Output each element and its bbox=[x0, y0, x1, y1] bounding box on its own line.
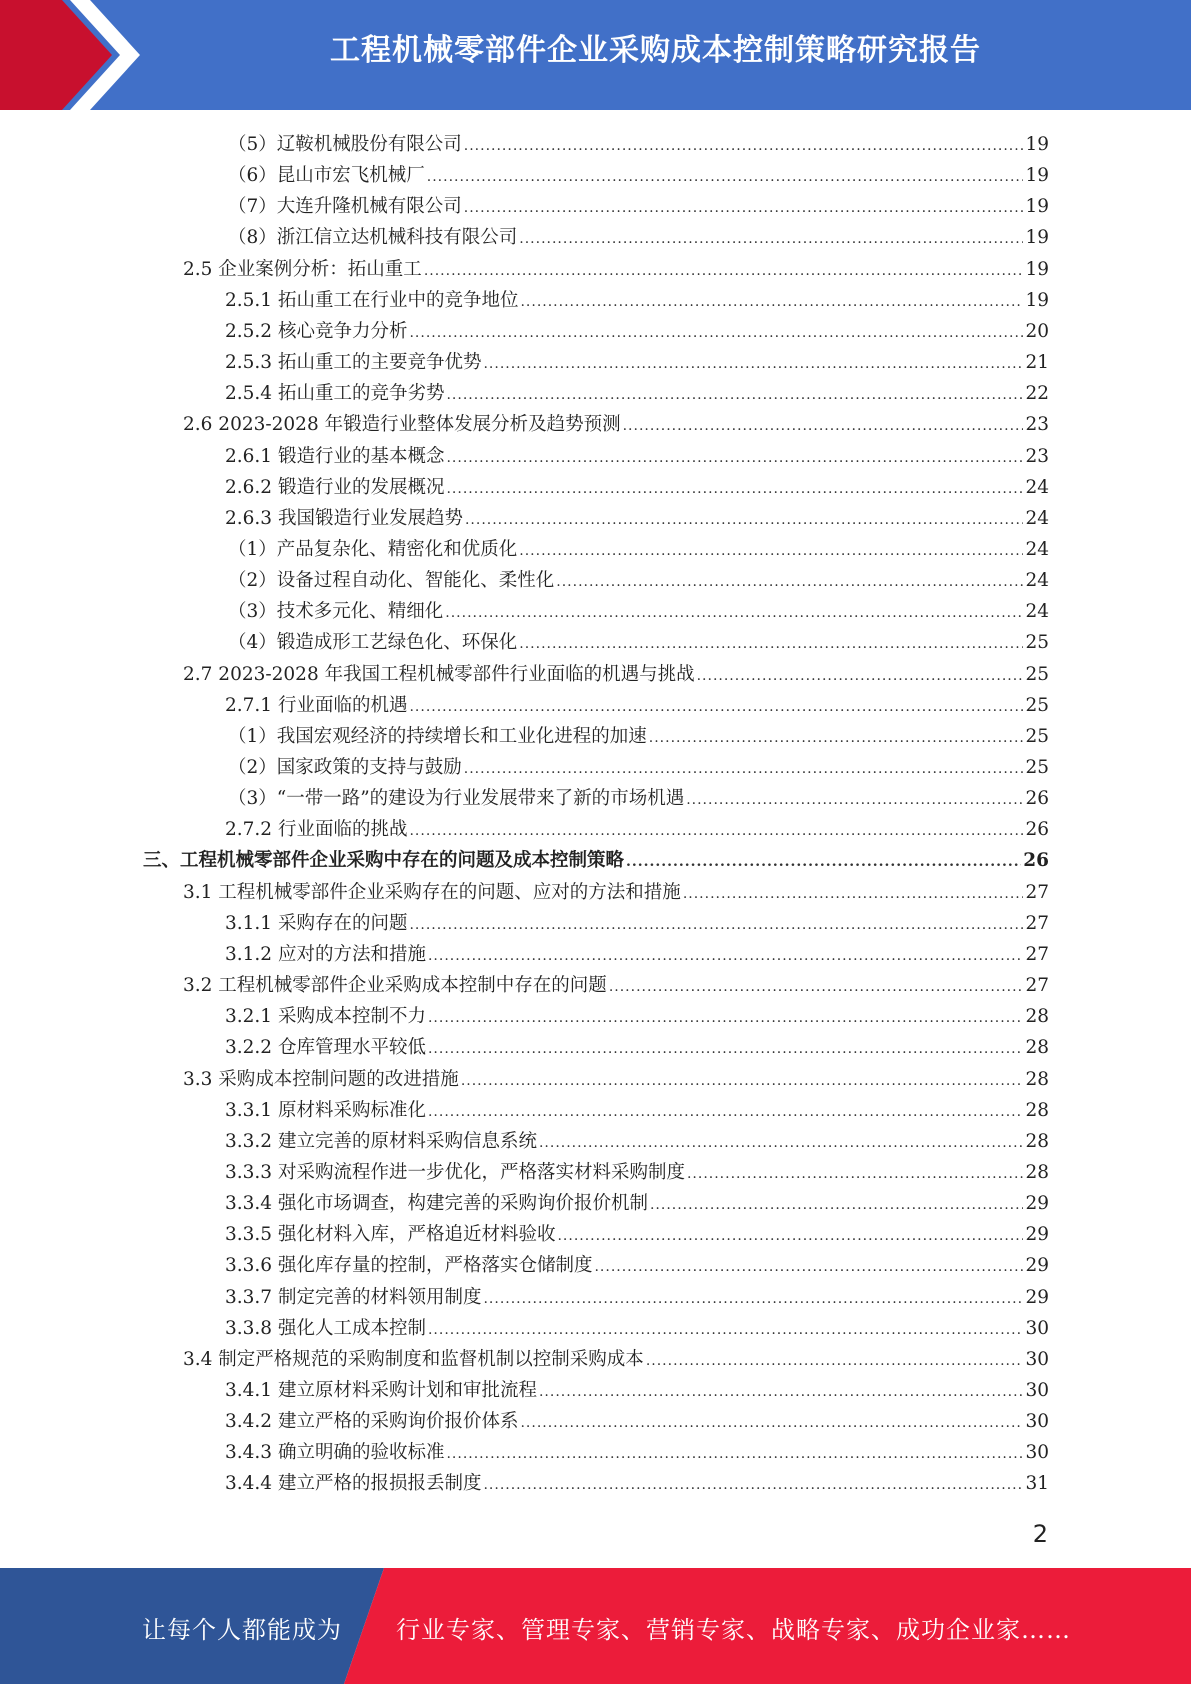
toc-entry-label: 2.7.1 行业面临的机遇 bbox=[225, 694, 408, 716]
toc-entry-label: 3.2.1 采购成本控制不力 bbox=[225, 1006, 426, 1028]
toc-leader-dots bbox=[461, 1067, 1024, 1093]
toc-entry-label: （4）锻造成形工艺绿色化、环保化 bbox=[228, 632, 518, 654]
toc-entry-page: 29 bbox=[1025, 1193, 1049, 1215]
toc-entry-page: 30 bbox=[1025, 1442, 1049, 1464]
toc-leader-dots bbox=[520, 1409, 1023, 1435]
toc-entry-page: 26 bbox=[1023, 850, 1049, 872]
toc-entry-label: 2.7 2023-2028 年我国工程机械零部件行业面临的机遇与挑战 bbox=[183, 663, 695, 685]
toc-entry-label: 2.5.3 拓山重工的主要竞争优势 bbox=[225, 352, 482, 374]
toc-entry-page: 30 bbox=[1025, 1317, 1049, 1339]
toc-entry-label: 3.1.2 应对的方法和措施 bbox=[225, 943, 426, 965]
toc-entry[interactable] bbox=[225, 906, 1049, 937]
toc-leader-dots bbox=[409, 319, 1023, 345]
toc-leader-dots bbox=[594, 1253, 1023, 1279]
toc-leader-dots bbox=[428, 1316, 1023, 1342]
toc-leader-dots bbox=[465, 506, 1023, 532]
toc-leader-dots bbox=[428, 1098, 1023, 1124]
toc-entry-label: （5）辽鞍机械股份有限公司 bbox=[228, 134, 462, 155]
toc-entry-page: 29 bbox=[1025, 1224, 1049, 1246]
toc-leader-dots bbox=[609, 973, 1024, 999]
toc-entry-label: 2.5 企业案例分析：拓山重工 bbox=[183, 258, 422, 280]
toc-entry-page: 19 bbox=[1025, 289, 1049, 311]
toc-leader-dots bbox=[557, 1222, 1023, 1248]
toc-entry-label: 3.3.8 强化人工成本控制 bbox=[225, 1317, 426, 1339]
toc-leader-dots bbox=[483, 1285, 1023, 1311]
toc-entry-page: 25 bbox=[1025, 632, 1049, 654]
toc-entry-label: 2.5.2 核心竞争力分析 bbox=[225, 320, 408, 342]
toc-entry-label: （2）国家政策的支持与鼓励 bbox=[228, 757, 462, 778]
toc-entry-page: 19 bbox=[1025, 165, 1049, 187]
toc-entry-page: 29 bbox=[1025, 1255, 1049, 1277]
toc-entry-page: 19 bbox=[1025, 227, 1049, 249]
toc-entry-page: 27 bbox=[1025, 881, 1049, 903]
toc-entry[interactable] bbox=[228, 127, 1049, 158]
toc-entry-label: 2.5.1 拓山重工在行业中的竞争地位 bbox=[225, 289, 519, 311]
toc-entry-page: 30 bbox=[1025, 1380, 1049, 1401]
toc-entry-label: 3.3.1 原材料采购标准化 bbox=[225, 1099, 426, 1121]
toc-entry[interactable] bbox=[228, 158, 1049, 189]
toc-entry-label: 2.6.3 我国锻造行业发展趋势 bbox=[225, 507, 463, 529]
toc-entry-page: 19 bbox=[1025, 134, 1049, 155]
toc-leader-dots bbox=[428, 1035, 1023, 1061]
toc-leader-dots bbox=[483, 350, 1023, 376]
toc-entry-page: 24 bbox=[1025, 507, 1049, 529]
toc-entry[interactable] bbox=[225, 1217, 1049, 1248]
toc-leader-dots bbox=[556, 568, 1023, 594]
toc-leader-dots bbox=[650, 1191, 1023, 1217]
toc-entry-label: （1）我国宏观经济的持续增长和工业化进程的加速 bbox=[228, 725, 647, 747]
toc-entry-page: 27 bbox=[1025, 975, 1049, 997]
toc-leader-dots bbox=[520, 288, 1023, 314]
toc-entry-label: 3.2.2 仓库管理水平较低 bbox=[225, 1037, 426, 1059]
toc-leader-dots bbox=[445, 599, 1023, 625]
toc-entry[interactable] bbox=[225, 1186, 1049, 1217]
toc-entry-page: 27 bbox=[1025, 912, 1049, 934]
toc-entry[interactable] bbox=[228, 220, 1049, 251]
toc-entry-page: 27 bbox=[1025, 943, 1049, 965]
toc-entry-page: 28 bbox=[1025, 1130, 1049, 1152]
toc-leader-dots bbox=[446, 475, 1023, 501]
toc-entry-page: 30 bbox=[1025, 1348, 1049, 1370]
toc-entry-page: 25 bbox=[1025, 725, 1049, 747]
toc-entry-label: （3）“一带一路”的建设为行业发展带来了新的市场机遇 bbox=[228, 788, 685, 810]
toc-entry[interactable] bbox=[225, 1373, 1049, 1404]
toc-entry-label: 2.6.2 锻造行业的发展概况 bbox=[225, 476, 445, 498]
toc-entry[interactable] bbox=[225, 470, 1049, 501]
toc-entry-label: （1）产品复杂化、精密化和优质化 bbox=[228, 538, 518, 560]
toc-entry[interactable] bbox=[225, 345, 1049, 376]
toc-entry-label: （6）昆山市宏飞机械厂 bbox=[228, 165, 425, 187]
toc-entry-label: （3）技术多元化、精细化 bbox=[228, 601, 444, 623]
toc-entry[interactable] bbox=[183, 1062, 1049, 1093]
toc-leader-dots bbox=[427, 163, 1024, 189]
toc-entry[interactable] bbox=[183, 657, 1049, 688]
toc-leader-dots bbox=[464, 755, 1024, 781]
toc-entry-label: 3.3.2 建立完善的原材料采购信息系统 bbox=[225, 1130, 537, 1152]
toc-entry[interactable] bbox=[225, 1030, 1049, 1061]
toc-entry-label: 3.4.4 建立严格的报损报丢制度 bbox=[225, 1473, 482, 1495]
toc-leader-dots bbox=[539, 1129, 1023, 1155]
toc-entry-label: 3.4.1 建立原材料采购计划和审批流程 bbox=[225, 1380, 537, 1401]
toc-entry-page: 25 bbox=[1025, 757, 1049, 778]
toc-entry-label: 3.1.1 采购存在的问题 bbox=[225, 912, 408, 934]
toc-entry-label: 三、工程机械零部件企业采购中存在的问题及成本控制策略 bbox=[143, 850, 625, 872]
toc-entry-label: 3.3.7 制定完善的材料领用制度 bbox=[225, 1286, 482, 1308]
toc-entry-label: 2.5.4 拓山重工的竞争劣势 bbox=[225, 383, 445, 405]
toc-entry-page: 28 bbox=[1025, 1099, 1049, 1121]
report-title: 工程机械零部件企业采购成本控制策略研究报告 bbox=[330, 33, 981, 68]
toc-leader-dots bbox=[483, 1471, 1023, 1497]
footer-slogan-right: 行业专家、管理专家、营销专家、战略专家、成功企业家…… bbox=[396, 1616, 1071, 1644]
toc-entry[interactable] bbox=[228, 719, 1049, 750]
toc-entry-page: 20 bbox=[1025, 320, 1049, 342]
toc-entry[interactable] bbox=[228, 189, 1049, 220]
toc-entry[interactable] bbox=[225, 501, 1049, 532]
toc-leader-dots bbox=[446, 1440, 1023, 1466]
toc-entry-label: 3.2 工程机械零部件企业采购成本控制中存在的问题 bbox=[183, 975, 607, 997]
toc-entry[interactable] bbox=[183, 1342, 1049, 1373]
toc-entry-label: 3.3.4 强化市场调查，构建完善的采购询价报价机制 bbox=[225, 1193, 648, 1215]
toc-entry-label: （7）大连升隆机械有限公司 bbox=[228, 196, 462, 218]
chevron-arrow-icon bbox=[0, 0, 160, 110]
toc-leader-dots bbox=[446, 444, 1023, 470]
toc-leader-dots bbox=[409, 693, 1023, 719]
footer-slogan-left: 让每个人都能成为 bbox=[142, 1616, 342, 1644]
toc-leader-dots bbox=[424, 257, 1024, 283]
toc-entry-page: 24 bbox=[1025, 538, 1049, 560]
toc-entry-label: 2.7.2 行业面临的挑战 bbox=[225, 819, 408, 841]
toc-entry-page: 24 bbox=[1025, 601, 1049, 623]
toc-entry-label: 2.6 2023-2028 年锻造行业整体发展分析及趋势预测 bbox=[183, 414, 621, 436]
header-banner bbox=[0, 0, 1191, 110]
toc-leader-dots bbox=[464, 194, 1024, 220]
toc-entry-page: 29 bbox=[1025, 1286, 1049, 1308]
toc-entry-page: 28 bbox=[1025, 1037, 1049, 1059]
toc-entry-page: 30 bbox=[1025, 1411, 1049, 1433]
toc-leader-dots bbox=[539, 1378, 1023, 1404]
toc-leader-dots bbox=[697, 662, 1024, 688]
toc-entry[interactable] bbox=[225, 283, 1049, 314]
toc-entry-page: 28 bbox=[1025, 1161, 1049, 1183]
toc-entry-label: 2.6.1 锻造行业的基本概念 bbox=[225, 445, 445, 467]
toc-entry-label: 3.4.3 确立明确的验收标准 bbox=[225, 1442, 445, 1464]
toc-entry[interactable] bbox=[225, 1466, 1049, 1497]
toc-entry-label: 3.3.3 对采购流程作进一步优化，严格落实材料采购制度 bbox=[225, 1161, 685, 1183]
toc-leader-dots bbox=[464, 132, 1024, 158]
toc-entry-page: 24 bbox=[1025, 570, 1049, 592]
toc-entry[interactable] bbox=[225, 1404, 1049, 1435]
toc-entry-page: 26 bbox=[1025, 819, 1049, 841]
toc-entry[interactable] bbox=[183, 968, 1049, 999]
toc-entry-page: 28 bbox=[1025, 1006, 1049, 1028]
toc-leader-dots bbox=[649, 724, 1024, 750]
toc-entry-label: 3.3.5 强化材料入库，严格追近材料验收 bbox=[225, 1224, 556, 1246]
toc-leader-dots bbox=[626, 848, 1021, 874]
toc-entry[interactable] bbox=[143, 843, 1049, 874]
toc-entry-page: 23 bbox=[1025, 445, 1049, 467]
toc-entry-label: 3.4 制定严格规范的采购制度和监督机制以控制采购成本 bbox=[183, 1348, 644, 1370]
toc-entry[interactable] bbox=[183, 407, 1049, 438]
toc-entry[interactable] bbox=[225, 1435, 1049, 1466]
toc-leader-dots bbox=[687, 1160, 1023, 1186]
toc-leader-dots bbox=[428, 942, 1023, 968]
toc-entry[interactable] bbox=[225, 1093, 1049, 1124]
toc-entry[interactable] bbox=[228, 750, 1049, 781]
toc-entry[interactable] bbox=[183, 252, 1049, 283]
footer-banner bbox=[0, 1568, 1191, 1684]
toc-entry-label: 3.4.2 建立严格的采购询价报价体系 bbox=[225, 1411, 519, 1433]
toc-entry-page: 28 bbox=[1025, 1068, 1049, 1090]
toc-entry[interactable] bbox=[225, 937, 1049, 968]
toc-entry[interactable] bbox=[228, 625, 1049, 656]
toc-leader-dots bbox=[683, 880, 1024, 906]
toc-leader-dots bbox=[519, 537, 1023, 563]
toc-entry-page: 23 bbox=[1025, 414, 1049, 436]
toc-entry-page: 24 bbox=[1025, 476, 1049, 498]
toc-entry-label: （2）设备过程自动化、智能化、柔性化 bbox=[228, 570, 555, 592]
toc-entry[interactable] bbox=[183, 875, 1049, 906]
toc-entry-page: 22 bbox=[1025, 383, 1049, 405]
toc-entry-page: 31 bbox=[1025, 1473, 1049, 1495]
toc-entry[interactable] bbox=[228, 532, 1049, 563]
toc-entry-label: 3.1 工程机械零部件企业采购存在的问题、应对的方法和措施 bbox=[183, 881, 681, 903]
toc-entry-label: 3.3.6 强化库存量的控制，严格落实仓储制度 bbox=[225, 1255, 593, 1277]
toc-entry[interactable] bbox=[225, 376, 1049, 407]
toc-entry-page: 19 bbox=[1025, 196, 1049, 218]
toc-entry-page: 21 bbox=[1025, 352, 1049, 374]
toc-entry[interactable] bbox=[225, 439, 1049, 470]
toc-leader-dots bbox=[519, 225, 1023, 251]
toc-leader-dots bbox=[519, 630, 1023, 656]
toc-entry[interactable] bbox=[225, 1311, 1049, 1342]
toc-entry-page: 25 bbox=[1025, 663, 1049, 685]
page-number: 2 bbox=[1032, 1520, 1048, 1548]
toc-entry[interactable] bbox=[228, 563, 1049, 594]
toc-leader-dots bbox=[623, 412, 1024, 438]
toc-leader-dots bbox=[646, 1347, 1024, 1373]
toc-entry[interactable] bbox=[225, 688, 1049, 719]
toc-entry[interactable] bbox=[225, 1248, 1049, 1279]
toc-entry[interactable] bbox=[225, 1280, 1049, 1311]
toc-leader-dots bbox=[446, 381, 1023, 407]
toc-entry[interactable] bbox=[225, 999, 1049, 1030]
toc-leader-dots bbox=[428, 1004, 1023, 1030]
toc-entry-label: 3.3 采购成本控制问题的改进措施 bbox=[183, 1068, 459, 1090]
toc-leader-dots bbox=[409, 817, 1023, 843]
toc-entry[interactable] bbox=[225, 1155, 1049, 1186]
toc-leader-dots bbox=[409, 911, 1023, 937]
toc-entry[interactable] bbox=[225, 314, 1049, 345]
toc-entry-page: 25 bbox=[1025, 694, 1049, 716]
toc-entry-label: （8）浙江信立达机械科技有限公司 bbox=[228, 227, 518, 249]
toc-entry[interactable] bbox=[225, 812, 1049, 843]
toc-entry-page: 19 bbox=[1025, 258, 1049, 280]
toc-leader-dots bbox=[686, 786, 1023, 812]
toc-entry-page: 26 bbox=[1025, 788, 1049, 810]
toc-entry[interactable] bbox=[228, 781, 1049, 812]
toc-entry[interactable] bbox=[225, 1124, 1049, 1155]
toc-entry[interactable] bbox=[228, 594, 1049, 625]
